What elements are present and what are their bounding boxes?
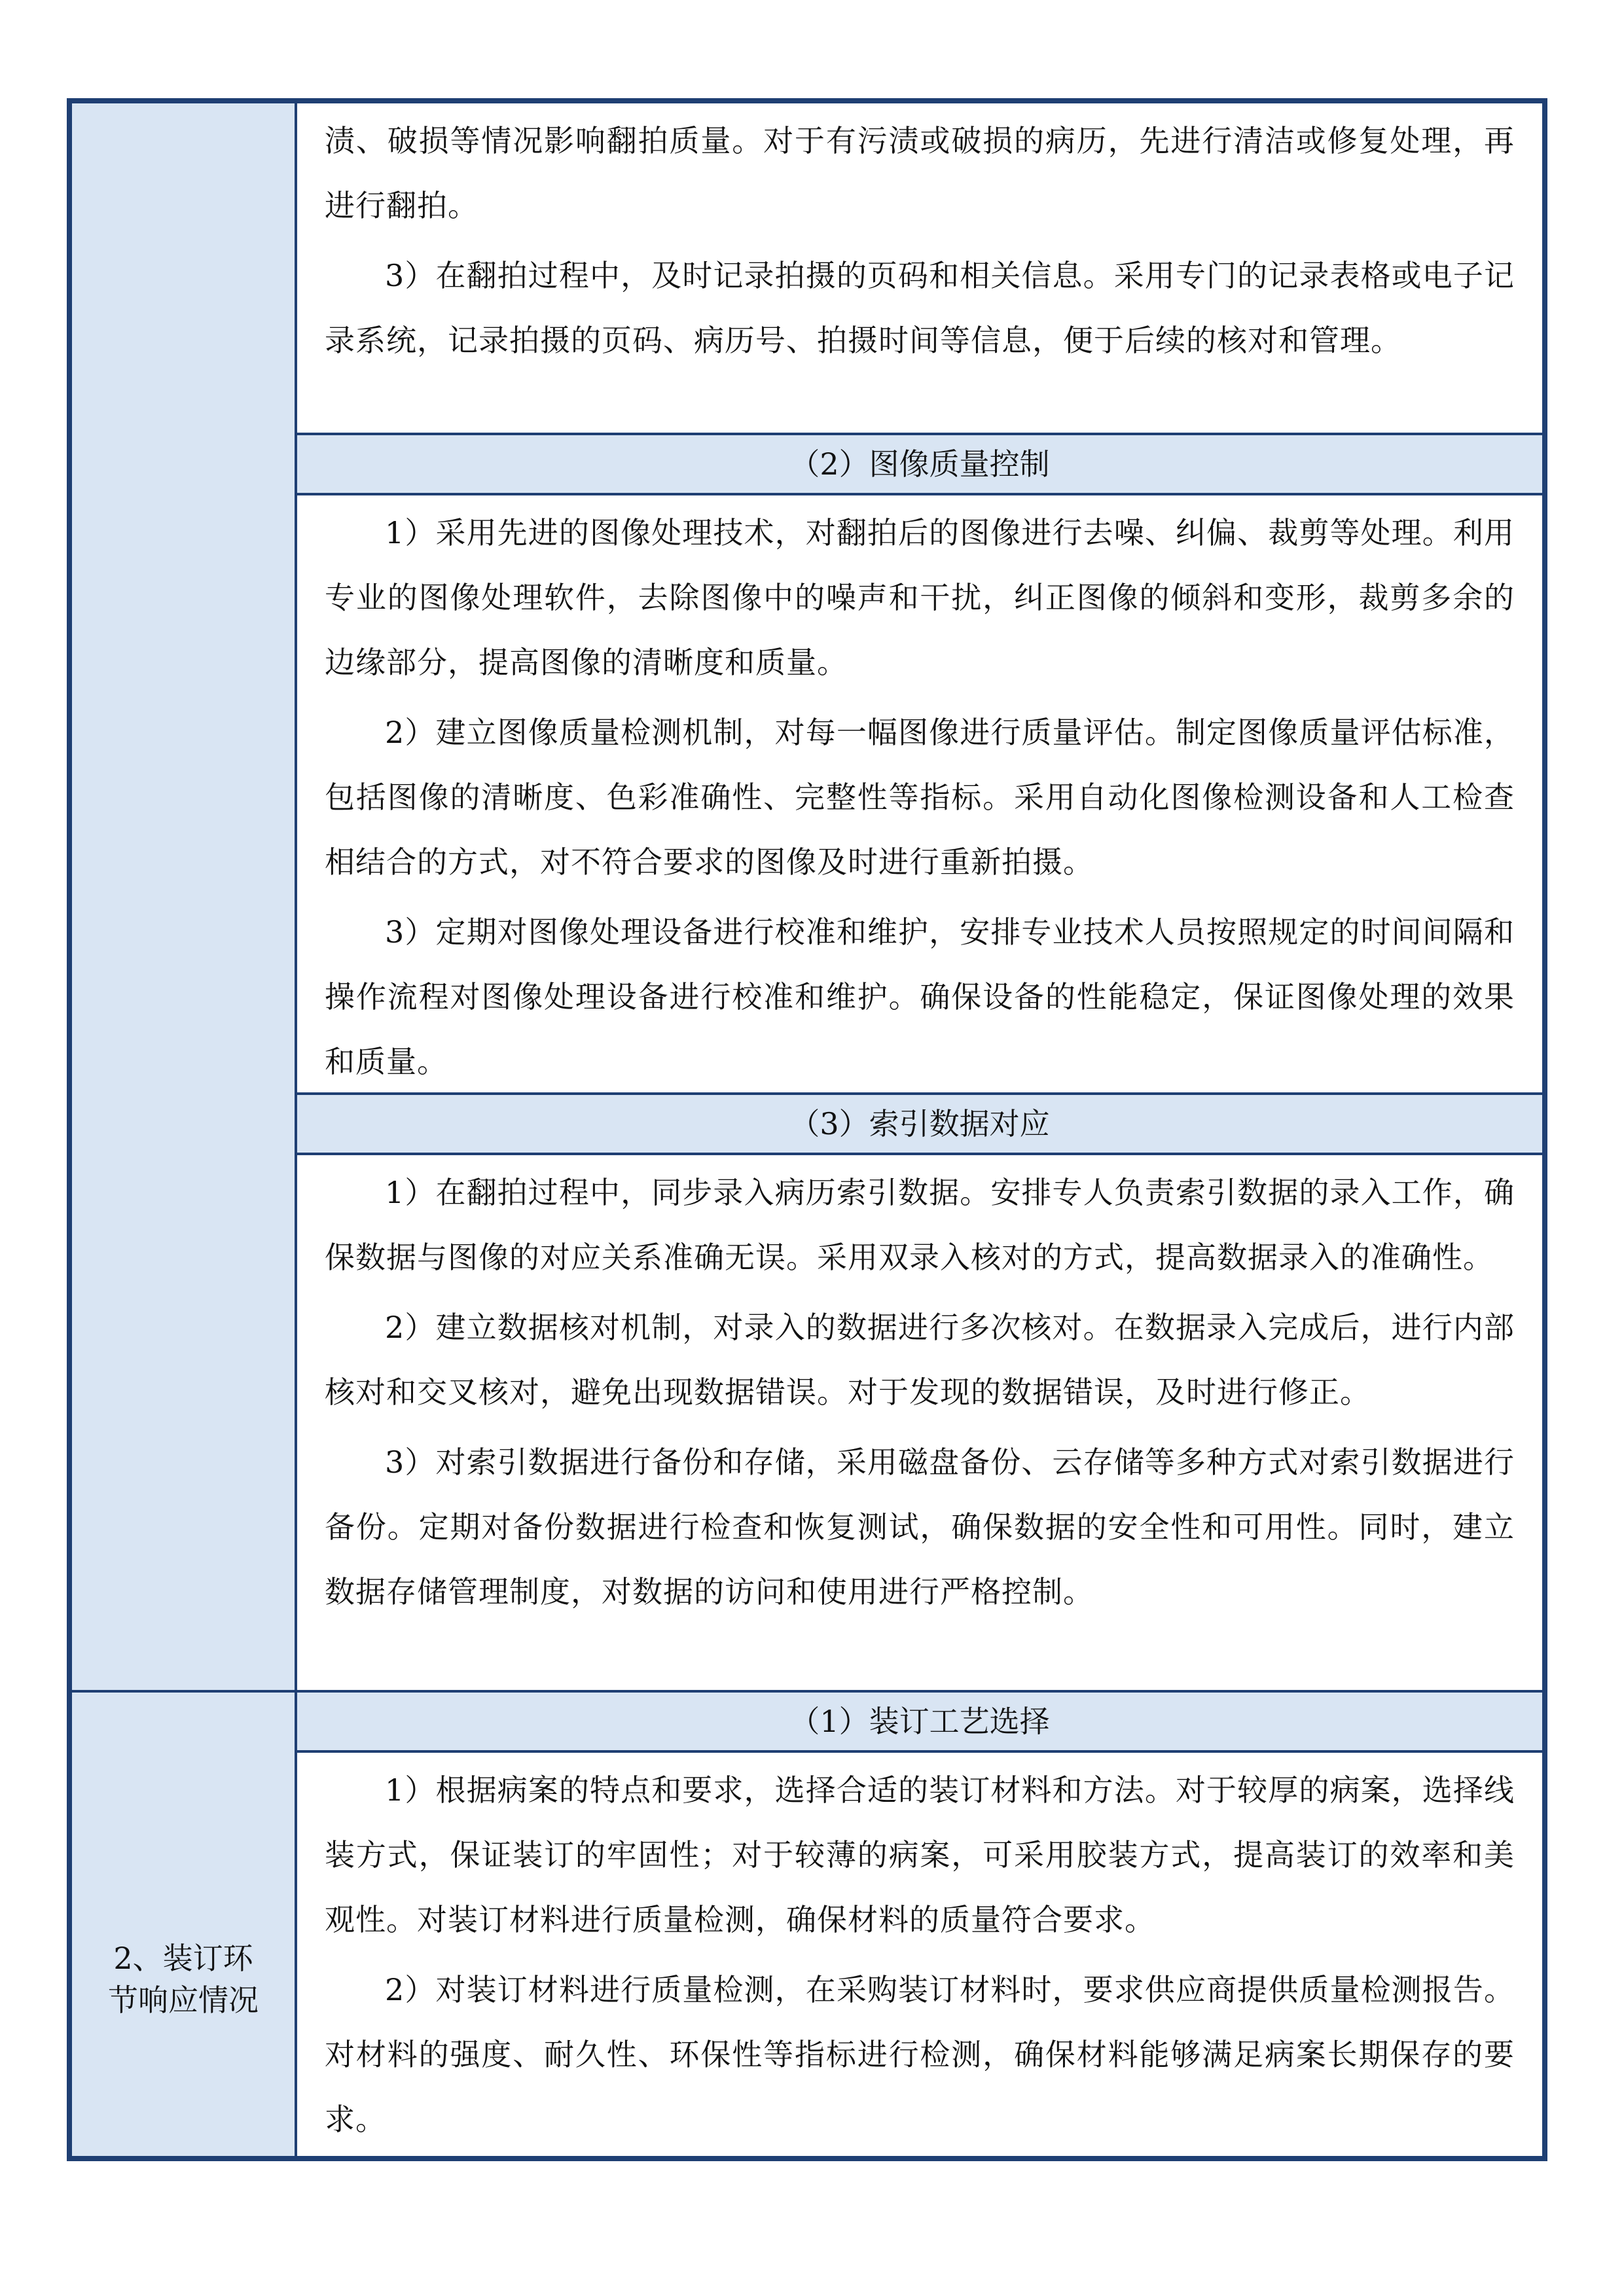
paragraph: 2）建立数据核对机制，对录入的数据进行多次核对。在数据录入完成后，进行内部核对和交叉核对，避免出现数据错误。对于发现的数据错误，及时进行修正。 bbox=[325, 1310, 1515, 1410]
paragraph: 2）对装订材料进行质量检测，在采购装订材料时，要求供应商提供质量检测报告。对材料的强度、耐久性、环保性等指标进行检测，确保材料能够满足病案长期保存的要求。 bbox=[325, 1972, 1515, 2137]
paragraph: 3）对索引数据进行备份和存储，采用磁盘备份、云存储等多种方式对索引数据进行备份。定期对备份数据进行检查和恢复测试，确保数据的安全性和可用性。同时，建立数据存储管理制度，对数据的访问和使用进行严格控制。 bbox=[325, 1444, 1515, 1609]
binding-process-text-block bbox=[297, 1753, 1542, 2159]
row-label-column bbox=[72, 103, 297, 2156]
paragraph: 1）在翻拍过程中，同步录入病历索引数据。安排专人负责索引数据的录入工作，确保数据与图像的对应关系准确无误。采用双录入核对的方式，提高数据录入的准确性。 bbox=[325, 1175, 1515, 1275]
response-table bbox=[67, 98, 1547, 2161]
paragraph: 2）建立图像质量检测机制，对每一幅图像进行质量评估。制定图像质量评估标准，包括图像的清晰度、色彩准确性、完整性等指标。采用自动化图像检测设备和人工检查相结合的方式，对不符合要求的图像及时进行重新拍摄。 bbox=[325, 715, 1515, 880]
section-heading-image-quality: （2）图像质量控制 bbox=[297, 435, 1542, 493]
content-column bbox=[297, 103, 1542, 2156]
continued-text-block bbox=[297, 103, 1542, 433]
paragraph: 渍、破损等情况影响翻拍质量。对于有污渍或破损的病历，先进行清洁或修复处理，再进行翻拍。 bbox=[325, 123, 1515, 223]
paragraph: 1）根据病案的特点和要求，选择合适的装订材料和方法。对于较厚的病案，选择线装方式，保证装订的牢固性；对于较薄的病案，可采用胶装方式，提高装订的效率和美观性。对装订材料进行质量检测，确保材料的质量符合要求。 bbox=[325, 1772, 1515, 1937]
index-data-text-block bbox=[297, 1155, 1542, 1690]
paragraph: 3）在翻拍过程中，及时记录拍摄的页码和相关信息。采用专门的记录表格或电子记录系统，记录拍摄的页码、病历号、拍摄时间等信息，便于后续的核对和管理。 bbox=[325, 258, 1515, 358]
section-heading-index-data: （3）索引数据对应 bbox=[297, 1095, 1542, 1153]
row-label-binding bbox=[72, 1937, 295, 2021]
row-label-line1: 2、装订环 bbox=[113, 1941, 253, 1976]
paragraph: 3）定期对图像处理设备进行校准和维护，安排专业技术人员按照规定的时间间隔和操作流程对图像处理设备进行校准和维护。确保设备的性能稳定，保证图像处理的效果和质量。 bbox=[325, 914, 1515, 1079]
paragraph: 1）采用先进的图像处理技术，对翻拍后的图像进行去噪、纠偏、裁剪等处理。利用专业的图像处理软件，去除图像中的噪声和干扰，纠正图像的倾斜和变形，裁剪多余的边缘部分，提高图像的清晰度和质量。 bbox=[325, 515, 1515, 680]
image-quality-text-block bbox=[297, 495, 1542, 1090]
row-separator bbox=[72, 1690, 297, 1693]
section-heading-binding-process: （1）装订工艺选择 bbox=[297, 1693, 1542, 1750]
row-label-line2: 节响应情况 bbox=[108, 1982, 259, 2018]
